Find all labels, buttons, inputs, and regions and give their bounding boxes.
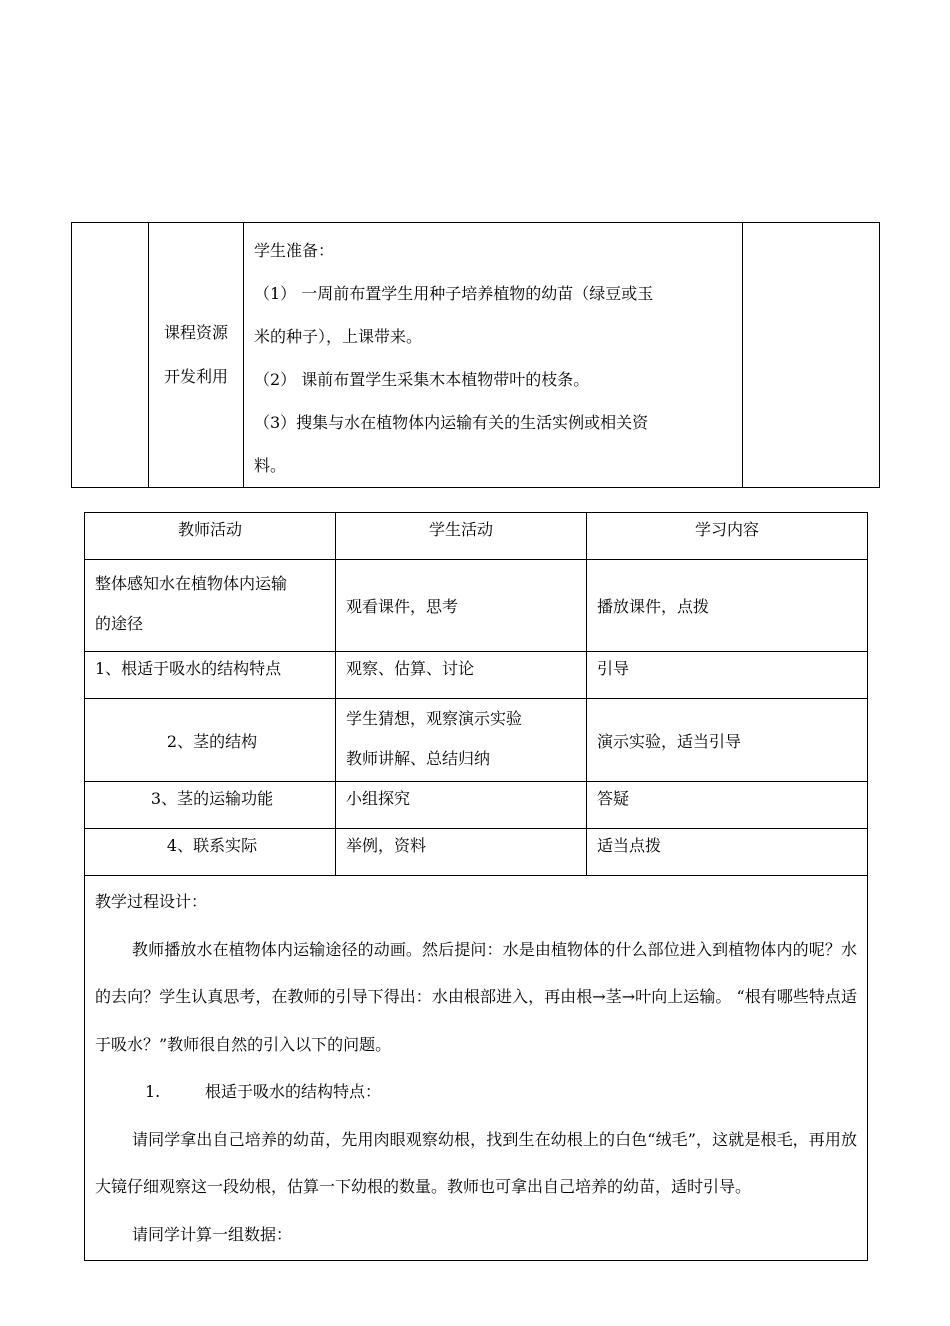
resource-label-line1: 课程资源 <box>163 323 228 342</box>
item-number: 1. <box>145 1082 161 1101</box>
process-paragraph-1: 教师播放水在植物体内运输途径的动画。然后提问：水是由植物体的什么部位进入到植物体内的呢？水的去向？学生认真思考，在教师的引导下得出：水由根部进入，再由根→茎→叶向上运输。 “根有哪些特点适于吸水？”教师很自然的引入以下的问题。 <box>95 939 857 1054</box>
prep-item-2: （2） 课前布置学生采集木本植物带叶的枝条。 <box>254 370 590 389</box>
teaching-process-section <box>85 876 868 1261</box>
table-row <box>85 699 868 782</box>
activity-table <box>84 512 868 1261</box>
content-cell: 适当点拨 <box>587 829 868 876</box>
student-cell <box>336 699 587 782</box>
prep-item-1a: （1） 一周前布置学生用种子培养植物的幼苗（绿豆或玉 <box>254 284 654 303</box>
content-cell: 答疑 <box>587 782 868 829</box>
student-cell: 小组探究 <box>336 782 587 829</box>
student-cell: 观察、估算、讨论 <box>336 652 587 699</box>
student-cell: 举例，资料 <box>336 829 587 876</box>
process-paragraph-2: 请同学拿出自己培养的幼苗，先用肉眼观察幼根，找到生在幼根上的白色“绒毛”，这就是根毛，再用放大镜仔细观察这一段幼根，估算一下幼根的数量。教师也可拿出自己培养的幼苗，适时引导。 <box>95 1129 857 1196</box>
process-row <box>85 876 868 1261</box>
resource-table <box>71 222 880 488</box>
prep-item-1b: 米的种子），上课带来。 <box>254 327 423 346</box>
student-text: 学生猜想，观察演示实验 <box>346 709 523 728</box>
student-text: 教师讲解、总结归纳 <box>346 749 491 768</box>
resource-label-cell <box>149 223 244 488</box>
prep-item-3b: 料。 <box>254 456 287 475</box>
table-row <box>85 652 868 699</box>
content-cell: 播放课件，点拨 <box>587 560 868 652</box>
process-item-1 <box>95 1068 857 1116</box>
teacher-text: 整体感知水在植物体内运输 <box>95 574 288 593</box>
table-row <box>85 560 868 652</box>
process-title: 教学过程设计： <box>95 892 208 911</box>
teacher-cell: 4、联系实际 <box>85 829 336 876</box>
process-paragraph-3: 请同学计算一组数据： <box>132 1224 293 1244</box>
teacher-cell: 1、根适于吸水的结构特点 <box>85 652 336 699</box>
empty-cell-left <box>72 223 149 488</box>
prep-title: 学生准备： <box>254 241 335 260</box>
content-cell: 演示实验，适当引导 <box>587 699 868 782</box>
header-content: 学习内容 <box>587 513 868 560</box>
table-row <box>85 782 868 829</box>
header-teacher: 教师活动 <box>85 513 336 560</box>
teacher-cell: 3、茎的运输功能 <box>85 782 336 829</box>
prep-item-3a: （3）搜集与水在植物体内运输有关的生活实例或相关资 <box>254 413 649 432</box>
student-preparation-cell <box>244 223 743 488</box>
teacher-cell: 2、茎的结构 <box>85 699 336 782</box>
empty-cell-right <box>743 223 880 488</box>
table-header-row <box>85 513 868 560</box>
teacher-text: 的途径 <box>95 614 144 633</box>
header-student: 学生活动 <box>336 513 587 560</box>
content-cell: 引导 <box>587 652 868 699</box>
item-text: 根适于吸水的结构特点： <box>205 1082 382 1101</box>
table-row <box>85 829 868 876</box>
student-cell: 观看课件，思考 <box>336 560 587 652</box>
resource-label-line2: 开发利用 <box>163 367 228 386</box>
teacher-cell <box>85 560 336 652</box>
